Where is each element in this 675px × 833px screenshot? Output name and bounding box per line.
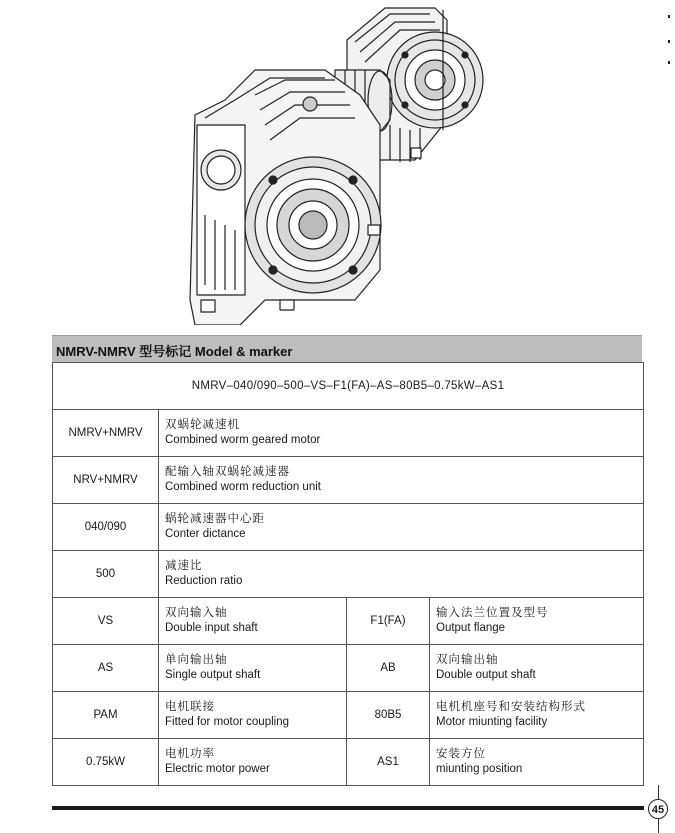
row-cn-text: 双向输出轴 (436, 654, 499, 666)
worm-gearbox-illustration (185, 0, 495, 325)
row-description (159, 504, 644, 551)
row-cn-text: 电机功率 (165, 748, 215, 760)
row-cn-text: 电机联接 (165, 701, 215, 713)
row-cn-text: 配输入轴双蜗轮减速器 (165, 466, 290, 478)
page-number: 45 (648, 799, 668, 819)
row-code: NMRV+NMRV (53, 410, 159, 457)
row-description (159, 457, 644, 504)
table-row (53, 692, 644, 739)
row-cn-text: 双向输入轴 (165, 607, 228, 619)
section-title: NMRV-NMRV 型号标记 Model & marker (56, 344, 293, 359)
table-row (53, 645, 644, 692)
row-description-right (430, 739, 644, 786)
model-marker-table (52, 362, 644, 786)
row-description-right (430, 692, 644, 739)
table-row (53, 598, 644, 645)
row-en-text: Electric motor power (165, 763, 270, 775)
row-code: NRV+NMRV (53, 457, 159, 504)
table-row (53, 410, 644, 457)
row-en-text: Conter dictance (165, 528, 246, 540)
row-code: 040/090 (53, 504, 159, 551)
model-code-row (53, 363, 644, 410)
row-description-right (430, 645, 644, 692)
table-row (53, 504, 644, 551)
row-cn-text: 蜗轮减速器中心距 (165, 513, 265, 525)
row-cn-text: 双蜗轮减速机 (165, 419, 240, 431)
large-gearbox (190, 70, 381, 325)
row-description-right (430, 598, 644, 645)
row-en-text: Single output shaft (165, 669, 261, 681)
row-description-left (159, 598, 347, 645)
row-en-text: Combined worm geared motor (165, 434, 321, 446)
model-code: NMRV–040/090–500–VS–F1(FA)–AS–80B5–0.75kW–AS1 (53, 363, 644, 410)
row-description-left (159, 645, 347, 692)
row-description-left (159, 739, 347, 786)
row-cn-text: 单向输出轴 (165, 654, 228, 666)
row-code-left: AS (53, 645, 159, 692)
row-en-text: Output flange (436, 622, 506, 634)
row-code: 500 (53, 551, 159, 598)
crop-marks (668, 15, 671, 65)
row-code-right: F1(FA) (347, 598, 430, 645)
row-en-text: Combined worm reduction unit (165, 481, 321, 493)
section-header (52, 335, 642, 362)
row-code-left: PAM (53, 692, 159, 739)
table-row (53, 739, 644, 786)
row-cn-text: 输入法兰位置及型号 (436, 607, 549, 619)
row-en-text: Double input shaft (165, 622, 258, 634)
row-cn-text: 电机机座号和安装结构形式 (436, 701, 586, 713)
row-en-text: Motor miunting facility (436, 716, 548, 728)
row-code-right: AS1 (347, 739, 430, 786)
footer-rule (52, 806, 644, 810)
row-en-text: Reduction ratio (165, 575, 243, 587)
row-en-text: Double output shaft (436, 669, 536, 681)
row-description (159, 410, 644, 457)
row-code-right: AB (347, 645, 430, 692)
row-description-left (159, 692, 347, 739)
table-row (53, 551, 644, 598)
row-en-text: Fitted for motor coupling (165, 716, 290, 728)
row-cn-text: 减速比 (165, 560, 203, 572)
table-row (53, 457, 644, 504)
row-cn-text: 安装方位 (436, 748, 486, 760)
row-code-right: 80B5 (347, 692, 430, 739)
row-description (159, 551, 644, 598)
row-en-text: miunting position (436, 763, 523, 775)
row-code-left: 0.75kW (53, 739, 159, 786)
row-code-left: VS (53, 598, 159, 645)
